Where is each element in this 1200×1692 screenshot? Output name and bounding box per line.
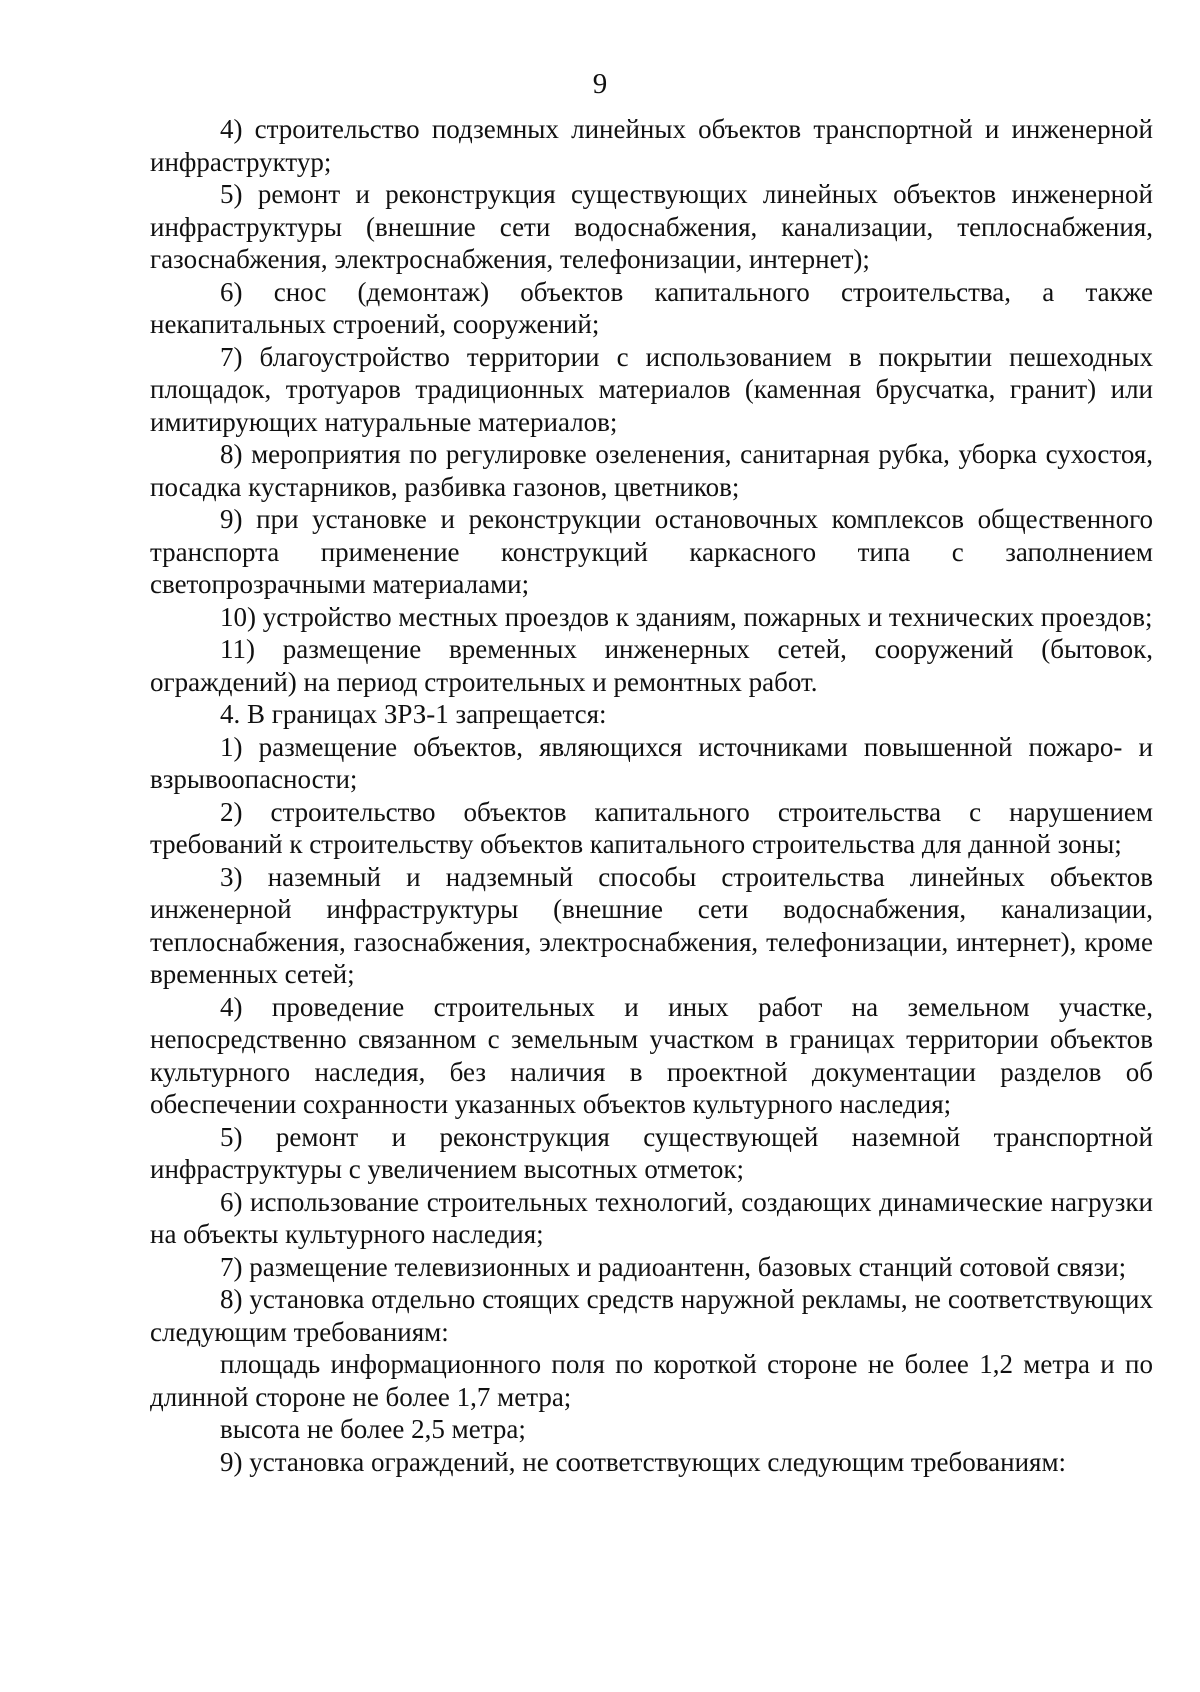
- paragraph-item-6-demolition: 6) снос (демонтаж) объектов капитального строительства, а также некапитальных строений, сооружений;: [150, 276, 1153, 339]
- paragraph-item-4-construction-underground: 4) строительство подземных линейных объектов транспортной и инженерной инфраструктур;: [150, 114, 1153, 177]
- paragraph-item-5-repair-networks: 5) ремонт и реконструкция существующих линейных объектов инженерной инфраструктуры (внешние сети водоснабжения, канализации, теплоснабжения, газоснабжения, электроснабжения, телефонизации, интернет);: [150, 179, 1153, 274]
- advertising-requirement-area: площадь информационного поля по короткой стороне не более 1,2 метра и по длинной стороне не более 1,7 метра;: [150, 1349, 1153, 1412]
- advertising-requirement-height: высота не более 2,5 метра;: [220, 1414, 526, 1444]
- prohibited-item-4-works-near-heritage: 4) проведение строительных и иных работ на земельном участке, непосредственно связанном с земельным участком в границах территории объектов культурного наследия, без наличия в проектной документации разделов об обеспечении сохранности указанных объектов культурного наследия;: [150, 991, 1153, 1119]
- paragraph-item-8-greening: 8) мероприятия по регулировке озеленения, санитарная рубка, уборка сухостоя, посадка кустарников, разбивка газонов, цветников;: [150, 439, 1153, 502]
- prohibited-item-1-fire-hazard: 1) размещение объектов, являющихся источниками повышенной пожаро- и взрывоопасности;: [150, 731, 1153, 794]
- section-heading-prohibited: 4. В границах ЗРЗ-1 запрещается:: [220, 699, 607, 729]
- paragraph-item-11-temporary-networks: 11) размещение временных инженерных сетей, сооружений (бытовок, ограждений) на период строительных и ремонтных работ.: [150, 634, 1153, 697]
- prohibited-item-8-outdoor-advertising: 8) установка отдельно стоящих средств наружной рекламы, не соответствующих следующим требованиям:: [150, 1284, 1153, 1347]
- prohibited-item-2-construction-violation: 2) строительство объектов капитального строительства с нарушением требований к строительству объектов капитального строительства для данной зоны;: [150, 796, 1153, 859]
- prohibited-item-3-overground-networks: 3) наземный и надземный способы строительства линейных объектов инженерной инфраструктуры (внешние сети водоснабжения, канализации, теплоснабжения, газоснабжения, электроснабжения, телефонизации, интернет), кроме временных сетей;: [150, 861, 1153, 989]
- prohibited-item-6-dynamic-loads: 6) использование строительных технологий, создающих динамические нагрузки на объекты культурного наследия;: [150, 1186, 1153, 1249]
- paragraph-item-7-landscaping: 7) благоустройство территории с использованием в покрытии пешеходных площадок, тротуаров традиционных материалов (каменная брусчатка, гранит) или имитирующих натуральные материалов;: [150, 341, 1153, 437]
- paragraph-item-10-driveways: 10) устройство местных проездов к зданиям, пожарных и технических проездов;: [220, 601, 1153, 632]
- page-number: 9: [592, 68, 608, 100]
- document-body: [150, 113, 1153, 1478]
- prohibited-item-5-transport-infrastructure: 5) ремонт и реконструкция существующей наземной транспортной инфраструктуры с увеличением высотных отметок;: [150, 1121, 1153, 1184]
- prohibited-item-7-antennas: 7) размещение телевизионных и радиоантенн, базовых станций сотовой связи;: [220, 1251, 1127, 1282]
- paragraph-item-9-transit-stops: 9) при установке и реконструкции остановочных комплексов общественного транспорта применение конструкций каркасного типа с заполнением светопрозрачными материалами;: [150, 504, 1153, 599]
- prohibited-item-9-fences: 9) установка ограждений, не соответствующих следующим требованиям:: [220, 1446, 1067, 1477]
